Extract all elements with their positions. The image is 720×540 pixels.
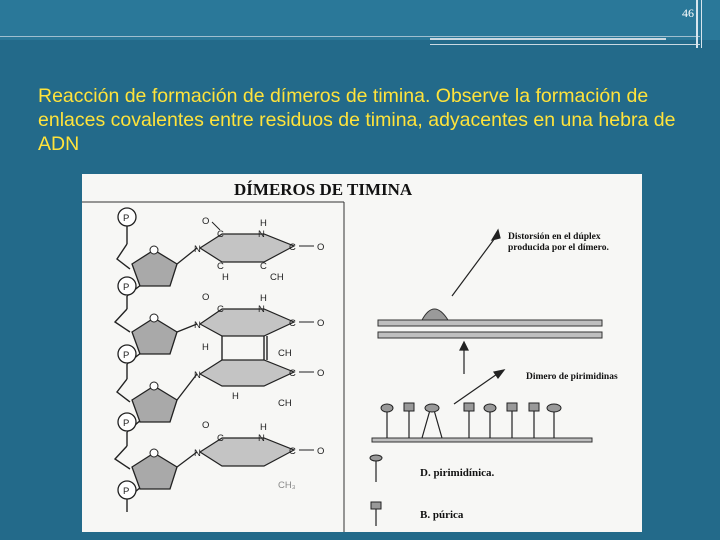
svg-text:P: P <box>123 418 130 429</box>
legend-symbols <box>370 455 382 526</box>
thymine-dimer-figure <box>82 174 642 532</box>
phosphate-group <box>118 208 136 499</box>
svg-text:O: O <box>317 368 325 379</box>
svg-text:N: N <box>194 370 201 381</box>
decorative-line <box>430 44 700 45</box>
dna-diagram <box>82 174 642 532</box>
svg-text:C: C <box>260 261 267 272</box>
label-purine-base: B. púrica <box>420 509 464 521</box>
label-distortion: Distorsión en el dúplex producida por el dímero. <box>508 232 609 253</box>
svg-text:N: N <box>194 320 201 331</box>
svg-text:H: H <box>202 342 209 353</box>
single-strand-with-bases <box>372 403 592 442</box>
svg-text:O: O <box>202 292 210 303</box>
dna-duplex-distortion <box>378 309 602 338</box>
svg-text:C: C <box>217 433 224 444</box>
svg-text:CH: CH <box>270 272 284 283</box>
svg-text:C: C <box>217 261 224 272</box>
slide-top-band <box>0 0 720 40</box>
svg-text:CH: CH <box>278 348 292 359</box>
svg-text:N: N <box>194 448 201 459</box>
svg-text:N: N <box>194 244 201 255</box>
decorative-line <box>430 38 666 40</box>
svg-text:C: C <box>289 368 296 379</box>
slide-caption: Reacción de formación de dímeros de timina. Observe la formación de enlaces covalentes entre residuos de timina, adyacentes en una hebra de ADN <box>38 85 676 155</box>
svg-text:H: H <box>222 272 229 283</box>
svg-text:P: P <box>123 282 130 293</box>
decorative-line <box>701 0 702 48</box>
svg-text:P: P <box>123 486 130 497</box>
svg-text:O: O <box>202 420 210 431</box>
svg-text:N: N <box>258 304 265 315</box>
svg-text:C: C <box>289 446 296 457</box>
svg-text:CH₃: CH₃ <box>278 480 296 491</box>
svg-text:O: O <box>317 446 325 457</box>
svg-text:H: H <box>260 422 267 433</box>
svg-text:C: C <box>289 318 296 329</box>
svg-text:P: P <box>123 213 130 224</box>
svg-text:O: O <box>317 318 325 329</box>
svg-text:H: H <box>260 218 267 229</box>
figure-title: DÍMEROS DE TIMINA <box>234 180 413 199</box>
svg-text:C: C <box>217 304 224 315</box>
cyclobutane-crosslink <box>222 336 267 360</box>
svg-text:N: N <box>258 229 265 240</box>
decorative-line <box>0 36 700 37</box>
svg-text:C: C <box>217 229 224 240</box>
svg-text:H: H <box>260 293 267 304</box>
svg-text:O: O <box>317 242 325 253</box>
slide-number: 46 <box>682 6 694 20</box>
label-pyrimidine-dimer: Dimero de pirimidinas <box>526 372 618 382</box>
svg-text:P: P <box>123 350 130 361</box>
label-pyrimidine-base: D. pirimidínica. <box>420 467 495 479</box>
decorative-line <box>696 0 698 48</box>
svg-text:O: O <box>202 216 210 227</box>
svg-text:N: N <box>258 433 265 444</box>
svg-text:CH: CH <box>278 398 292 409</box>
svg-text:C: C <box>289 242 296 253</box>
svg-text:H: H <box>232 391 239 402</box>
pointer-arrow <box>452 230 504 404</box>
